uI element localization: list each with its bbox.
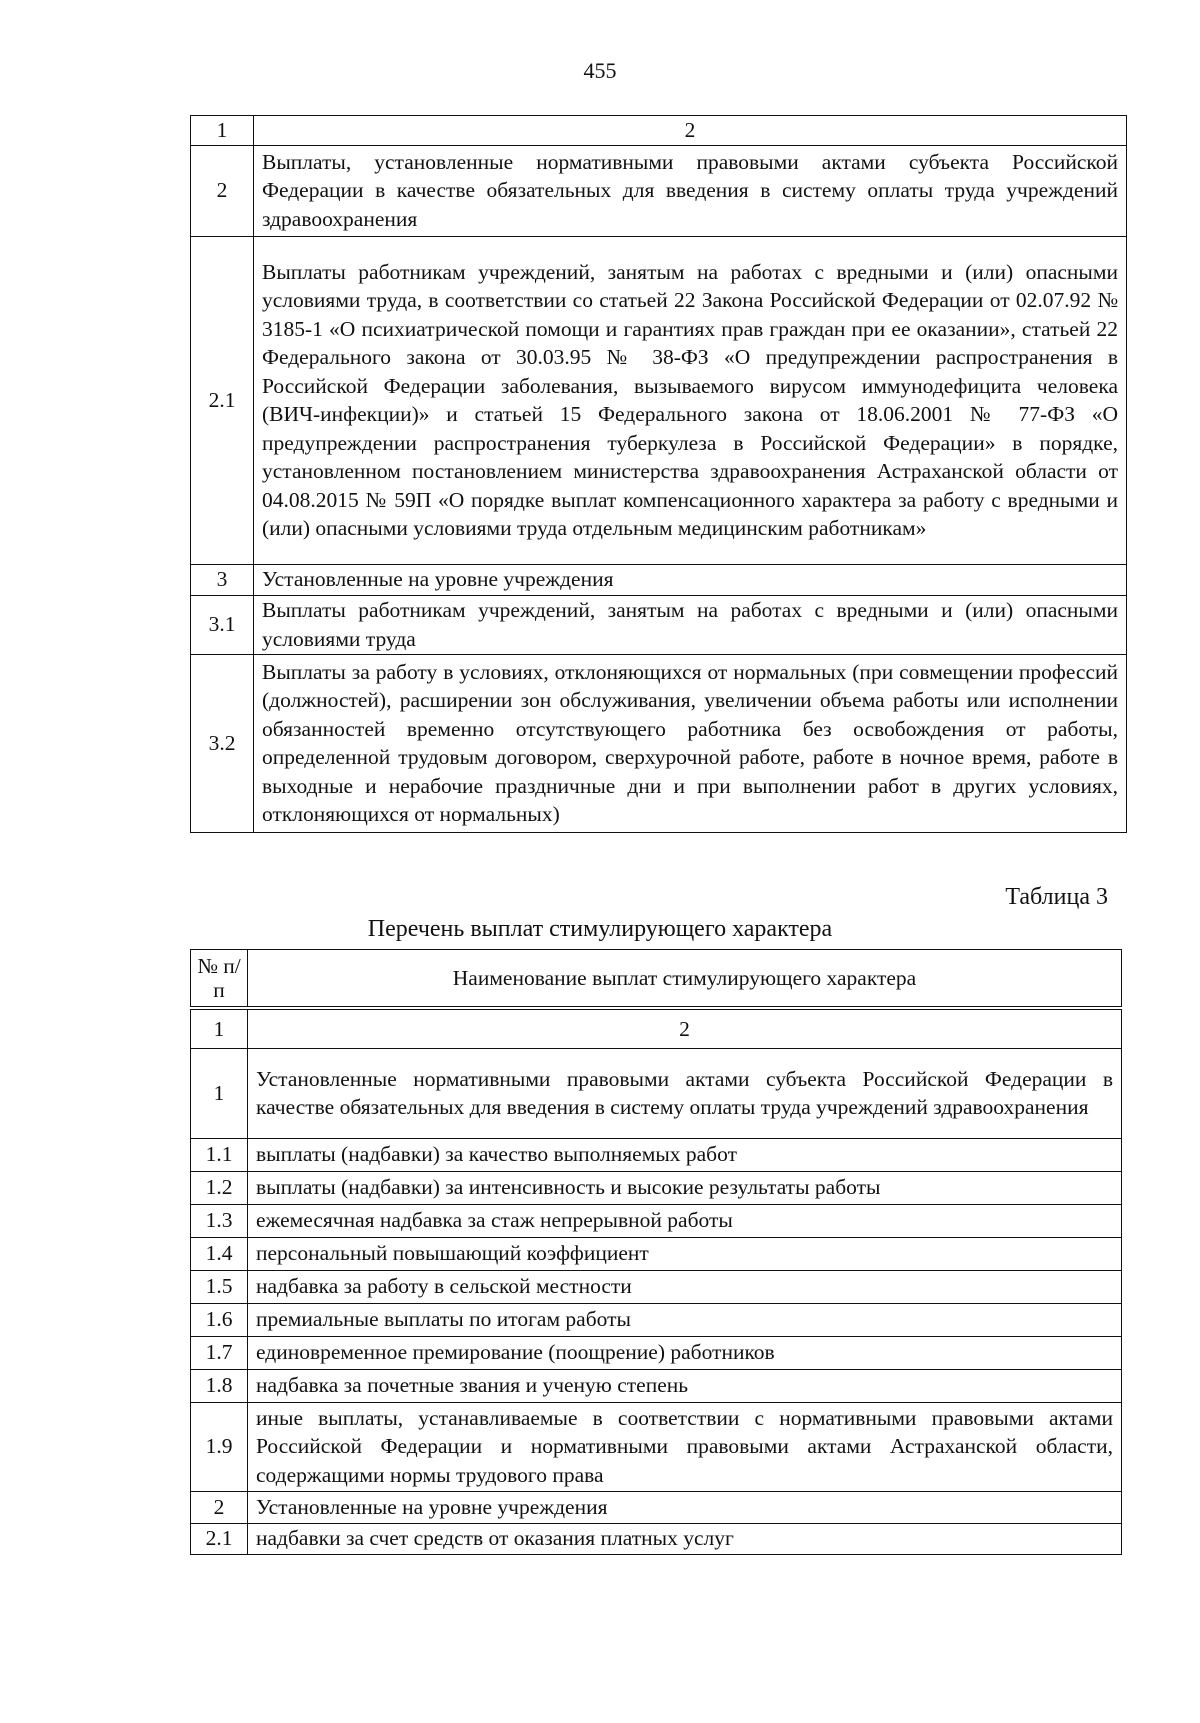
row-number: 3.2 xyxy=(191,654,254,832)
table-row xyxy=(191,1491,1122,1523)
row-number: 1 xyxy=(191,1048,248,1138)
row-number: 1.2 xyxy=(191,1171,248,1204)
page-number: 455 xyxy=(583,58,617,83)
row-text: надбавка за почетные звания и ученую степень xyxy=(248,1369,1122,1402)
row-number: 1.8 xyxy=(191,1369,248,1402)
row-text: Выплаты работникам учреждений, занятым на работах с вредными и (или) опасными условиями труда, в соответствии со статьей 22 Закона Российской Федерации от 02.07.92 № 3185-1 «О психиатрической помощи и гарантиях прав граждан при ее оказании», статьей 22 Федерального закона от 30.03.95 № 38-ФЗ «О предупреждении распространения в Российской Федерации заболевания, вызываемого вирусом иммунодефицита человека (ВИЧ-инфекции)» и статьей 15 Федерального закона от 18.06.2001 № 77-ФЗ «О предупреждении распространения туберкулеза в Российской Федерации» в порядке, установленном постановлением министерства здравоохранения Астраханской области от 04.08.2015 № 59П «О порядке выплат компенсационного характера за работу с вредными и (или) опасными условиями труда отдельным медицинским работникам» xyxy=(254,236,1127,564)
row-text: персональный повышающий коэффициент xyxy=(248,1237,1122,1270)
table-row xyxy=(191,1523,1122,1554)
row-number: 3 xyxy=(191,564,254,595)
row-text: Установленные на уровне учреждения xyxy=(254,564,1127,595)
table-row xyxy=(191,1336,1122,1369)
table-row xyxy=(191,654,1127,832)
row-number: 1.6 xyxy=(191,1303,248,1336)
row-number: 1.4 xyxy=(191,1237,248,1270)
table-row xyxy=(191,1138,1122,1171)
header-number: № п/п xyxy=(191,950,248,1009)
row-text: выплаты (надбавки) за интенсивность и высокие результаты работы xyxy=(248,1171,1122,1204)
table-row xyxy=(191,1369,1122,1402)
column-number: 2 xyxy=(254,116,1127,146)
row-text: Установленные нормативными правовыми актами субъекта Российской Федерации в качестве обязательных для введения в систему оплаты труда учреждений здравоохранения xyxy=(248,1048,1122,1138)
column-number-row xyxy=(191,1008,1122,1048)
row-number: 2.1 xyxy=(191,1523,248,1554)
row-number: 1.9 xyxy=(191,1402,248,1491)
table-row xyxy=(191,236,1127,564)
row-text: Выплаты за работу в условиях, отклоняющихся от нормальных (при совмещении профессий (должностей), расширении зон обслуживания, увеличении объема работы или исполнении обязанностей временно отсутствующего работника без освобождения от работы, определенной трудовым договором, сверхурочной работе, работе в ночное время, работе в выходные и нерабочие праздничные дни и при выполнении работ в других условиях, отклоняющихся от нормальных) xyxy=(254,654,1127,832)
row-number: 2 xyxy=(191,145,254,236)
table-row xyxy=(191,1237,1122,1270)
table-row xyxy=(191,564,1127,595)
column-number: 2 xyxy=(248,1008,1122,1048)
row-text: единовременное премирование (поощрение) работников xyxy=(248,1336,1122,1369)
column-number-row xyxy=(191,116,1127,146)
row-text: премиальные выплаты по итогам работы xyxy=(248,1303,1122,1336)
table-row xyxy=(191,1270,1122,1303)
column-number: 1 xyxy=(191,1008,248,1048)
row-text: Установленные на уровне учреждения xyxy=(248,1491,1122,1523)
row-number: 1.3 xyxy=(191,1204,248,1237)
row-number: 3.1 xyxy=(191,595,254,654)
row-text: надбавка за работу в сельской местности xyxy=(248,1270,1122,1303)
row-text: выплаты (надбавки) за качество выполняемых работ xyxy=(248,1138,1122,1171)
table-title: Перечень выплат стимулирующего характера xyxy=(367,916,833,942)
table-caption: Таблица 3 xyxy=(1005,884,1108,910)
row-text: иные выплаты, устанавливаемые в соответствии с нормативными правовыми актами Российской Федерации и нормативными правовыми актами Астраханской области, содержащими нормы трудового права xyxy=(248,1402,1122,1491)
header-row xyxy=(191,950,1122,1009)
row-text: Выплаты работникам учреждений, занятым на работах с вредными и (или) опасными условиями труда xyxy=(254,595,1127,654)
row-number: 2 xyxy=(191,1491,248,1523)
row-number: 1.7 xyxy=(191,1336,248,1369)
table-row xyxy=(191,1303,1122,1336)
row-text: надбавки за счет средств от оказания платных услуг xyxy=(248,1523,1122,1554)
row-text: Выплаты, установленные нормативными правовыми актами субъекта Российской Федерации в качестве обязательных для введения в систему оплаты труда учреждений здравоохранения xyxy=(254,145,1127,236)
table-row xyxy=(191,1171,1122,1204)
column-number: 1 xyxy=(191,116,254,146)
incentive-payments-table xyxy=(190,949,1122,1555)
table-row xyxy=(191,595,1127,654)
payments-table-continued xyxy=(190,115,1127,833)
row-text: ежемесячная надбавка за стаж непрерывной работы xyxy=(248,1204,1122,1237)
row-number: 1.1 xyxy=(191,1138,248,1171)
header-name: Наименование выплат стимулирующего характера xyxy=(248,950,1122,1009)
table-row xyxy=(191,1402,1122,1491)
table-row xyxy=(191,1204,1122,1237)
table-row xyxy=(191,145,1127,236)
table-row xyxy=(191,1048,1122,1138)
row-number: 1.5 xyxy=(191,1270,248,1303)
row-number: 2.1 xyxy=(191,236,254,564)
